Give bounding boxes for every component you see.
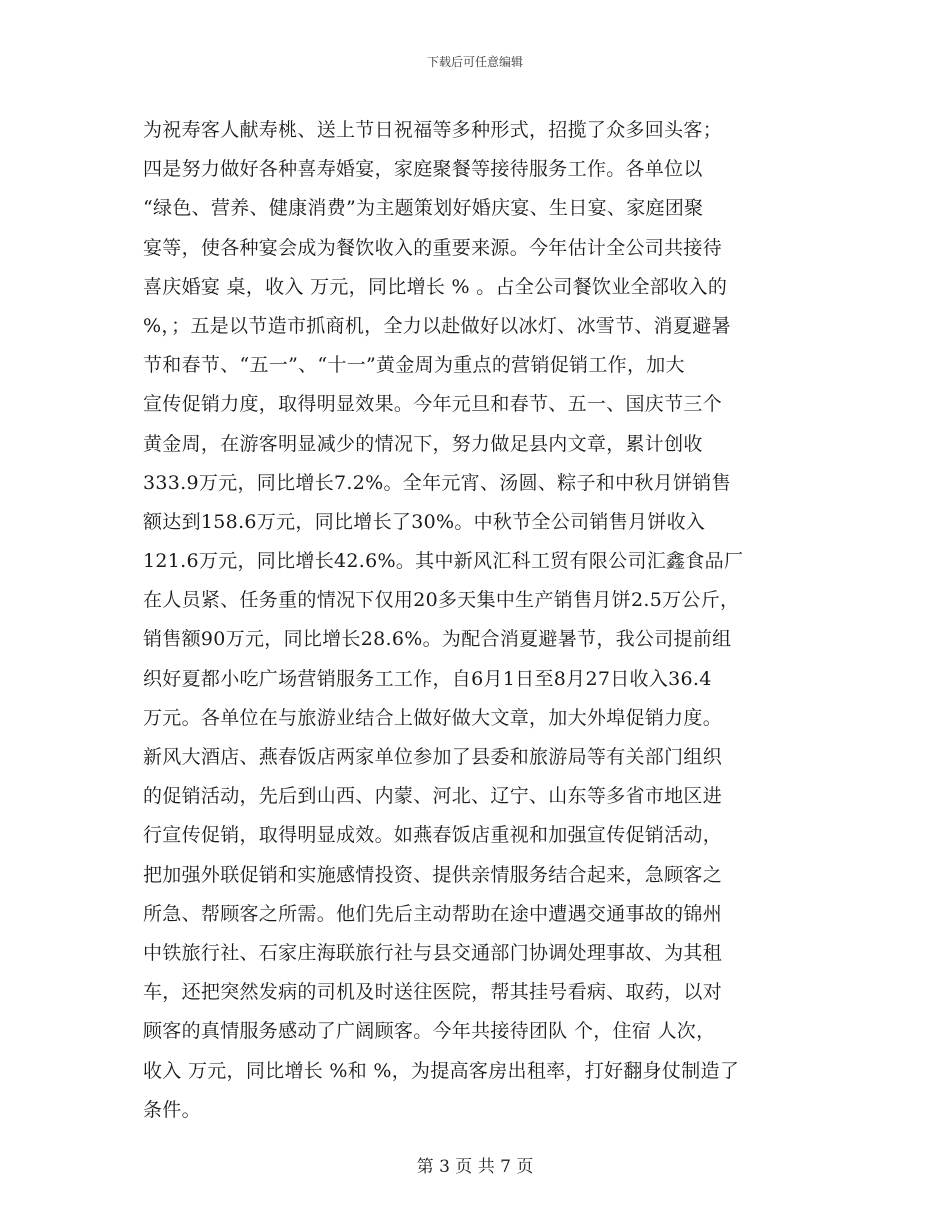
- text-line: 在人员紧、任务重的情况下仅用20多天集中生产销售月饼2.5万公斤，: [143, 589, 740, 612]
- text-line: 行宣传促销，取得明显成效。如燕春饭店重视和加强宣传促销活动，: [143, 824, 723, 847]
- text-line: 销售额90万元，同比增长28.6%。为配合消夏避暑节，我公司提前组: [143, 628, 732, 651]
- text-line: 把加强外联促销和实施感情投资、提供亲情服务结合起来，急顾客之: [143, 863, 723, 886]
- text-line: 中铁旅行社、石家庄海联旅行社与县交通部门协调处理事故、为其租: [143, 941, 723, 964]
- text-line: 四是努力做好各种喜寿婚宴，家庭聚餐等接待服务工作。各单位以: [143, 158, 703, 181]
- text-line: 节和春节、“五一”、“十一”黄金周为重点的营销促销工作，加大: [143, 354, 685, 377]
- text-line: 车，还把突然发病的司机及时送往医院，帮其挂号看病、取药，以对: [143, 981, 723, 1004]
- text-line: 333.9万元，同比增长7.2%。全年元宵、汤圆、粽子和中秋月饼销售: [143, 471, 731, 494]
- text-line: 黄金周，在游客明显减少的情况下，努力做足县内文章，累计创收: [143, 432, 703, 455]
- text-line: 宴等，使各种宴会成为餐饮收入的重要来源。今年估计全公司共接待: [143, 236, 723, 259]
- text-line: 的促销活动，先后到山西、内蒙、河北、辽宁、山东等多省市地区进: [143, 785, 723, 808]
- body-text: [143, 111, 813, 1130]
- text-line: 条件。: [143, 1098, 201, 1121]
- text-line: “绿色、营养、健康消费”为主题策划好婚庆宴、生日宴、家庭团聚: [143, 197, 704, 220]
- text-line: 宣传促销力度，取得明显效果。今年元旦和春节、五一、国庆节三个: [143, 393, 723, 416]
- page-number-footer: 第 3 页 共 7 页: [416, 1157, 534, 1177]
- text-line: 所急、帮顾客之所需。他们先后主动帮助在途中遭遇交通事故的锦州: [143, 902, 723, 925]
- text-line: 收入 万元，同比增长 %和 %，为提高客房出租率，打好翻身仗制造了: [143, 1059, 740, 1082]
- text-line: 喜庆婚宴 桌，收入 万元，同比增长 % 。占全公司餐饮业全部收入的: [143, 275, 728, 298]
- text-line: 新风大酒店、燕春饭店两家单位参加了县委和旅游局等有关部门组织: [143, 746, 723, 768]
- text-line: 顾客的真情服务感动了广阔顾客。今年共接待团队 个，住宿 人次，: [143, 1020, 716, 1043]
- text-line: 为祝寿客人献寿桃、送上节日祝福等多种形式，招揽了众多回头客；: [143, 119, 723, 141]
- text-line: 万元。各单位在与旅游业结合上做好做大文章，加大外埠促销力度。: [143, 706, 723, 729]
- text-line: %，；五是以节造市抓商机，全力以赴做好以冰灯、冰雪节、消夏避暑: [143, 314, 731, 337]
- text-line: 额达到158.6万元，同比增长了30%。中秋节全公司销售月饼收入: [143, 510, 706, 533]
- text-line: 织好夏都小吃广场营销服务工工作，自6月1日至8月27日收入36.4: [143, 667, 712, 690]
- text-line: 121.6万元，同比增长42.6%。其中新风汇科工贸有限公司汇鑫食品厂: [143, 550, 744, 573]
- page-header: 下载后可任意编辑: [426, 55, 523, 69]
